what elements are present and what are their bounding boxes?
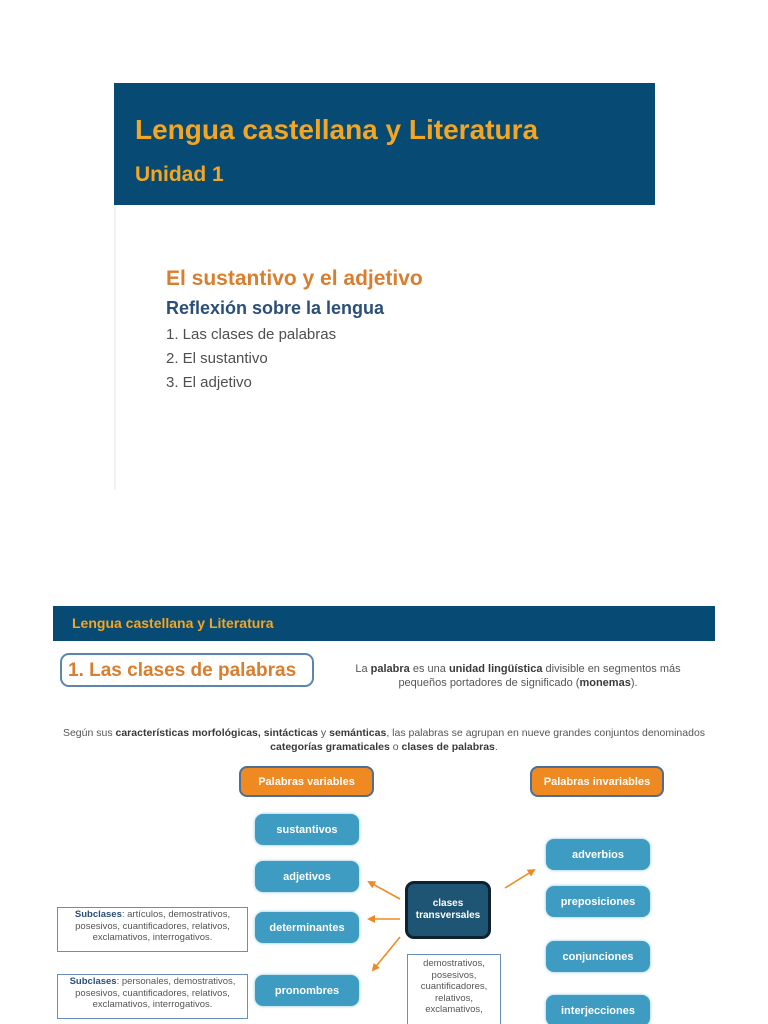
toc-item: 3. El adjetivo (166, 374, 252, 391)
transversal-item: cuantificadores, (420, 981, 488, 992)
invariable-words-header: Palabras invariables (530, 766, 664, 797)
pronombres-subclasses: Subclases: personales, demostrativos, posesivos, cuantificadores, relativos, exclamativos, interrogativos. (57, 974, 248, 1019)
toc-item: 2. El sustantivo (166, 350, 268, 367)
class-conjunciones: conjunciones (546, 941, 650, 972)
topic-title: El sustantivo y el adjetivo (166, 267, 423, 290)
title-banner (114, 83, 655, 205)
section-subtitle: Reflexión sobre la lengua (166, 298, 385, 318)
transversal-classes-box: clases transversales (405, 881, 491, 939)
class-sustantivos: sustantivos (255, 814, 359, 845)
toc-item: 1. Las clases de palabras (166, 326, 337, 343)
class-pronombres: pronombres (255, 975, 359, 1006)
class-adjetivos: adjetivos (255, 861, 359, 892)
slide-edge (114, 205, 116, 490)
intro-text: Según sus características morfológicas, sintácticas y semánticas, las palabras se agrupan en nueve grandes conjuntos denominados categorías gramaticales o clases de palabras. (62, 727, 706, 753)
class-adverbios: adverbios (546, 839, 650, 870)
class-preposiciones: preposiciones (546, 886, 650, 917)
title-slide (114, 83, 655, 490)
definition-text: La palabra es una unidad lingüística divisible en segmentos más pequeños portadores de significado (monemas). (355, 663, 681, 689)
determinantes-subclasses: Subclases: artículos, demostrativos, posesivos, cuantificadores, relativos, exclamativos, interrogativos. (57, 907, 248, 952)
header-title: Lengua castellana y Literatura (72, 615, 274, 631)
arrow-to-adverbios (505, 870, 534, 888)
transversal-item: exclamativos, (425, 1004, 483, 1015)
arrow-to-adjetivos (369, 882, 400, 899)
class-determinantes: determinantes (255, 912, 359, 943)
content-slide (53, 606, 715, 1024)
transversal-item: posesivos, (431, 969, 477, 981)
arrow-to-pronombres (373, 937, 400, 970)
variable-words-header: Palabras variables (239, 766, 374, 797)
class-interjecciones: interjecciones (546, 995, 650, 1024)
transversal-item: relativos, (434, 992, 473, 1004)
table-of-contents (166, 323, 336, 395)
diagram-arrows (53, 606, 715, 1024)
transversal-item: demostrativos, (423, 958, 485, 969)
subject-title: Lengua castellana y Literatura (135, 114, 539, 145)
unit-label: Unidad 1 (135, 163, 224, 186)
section-title: 1. Las clases de palabras (68, 660, 297, 681)
